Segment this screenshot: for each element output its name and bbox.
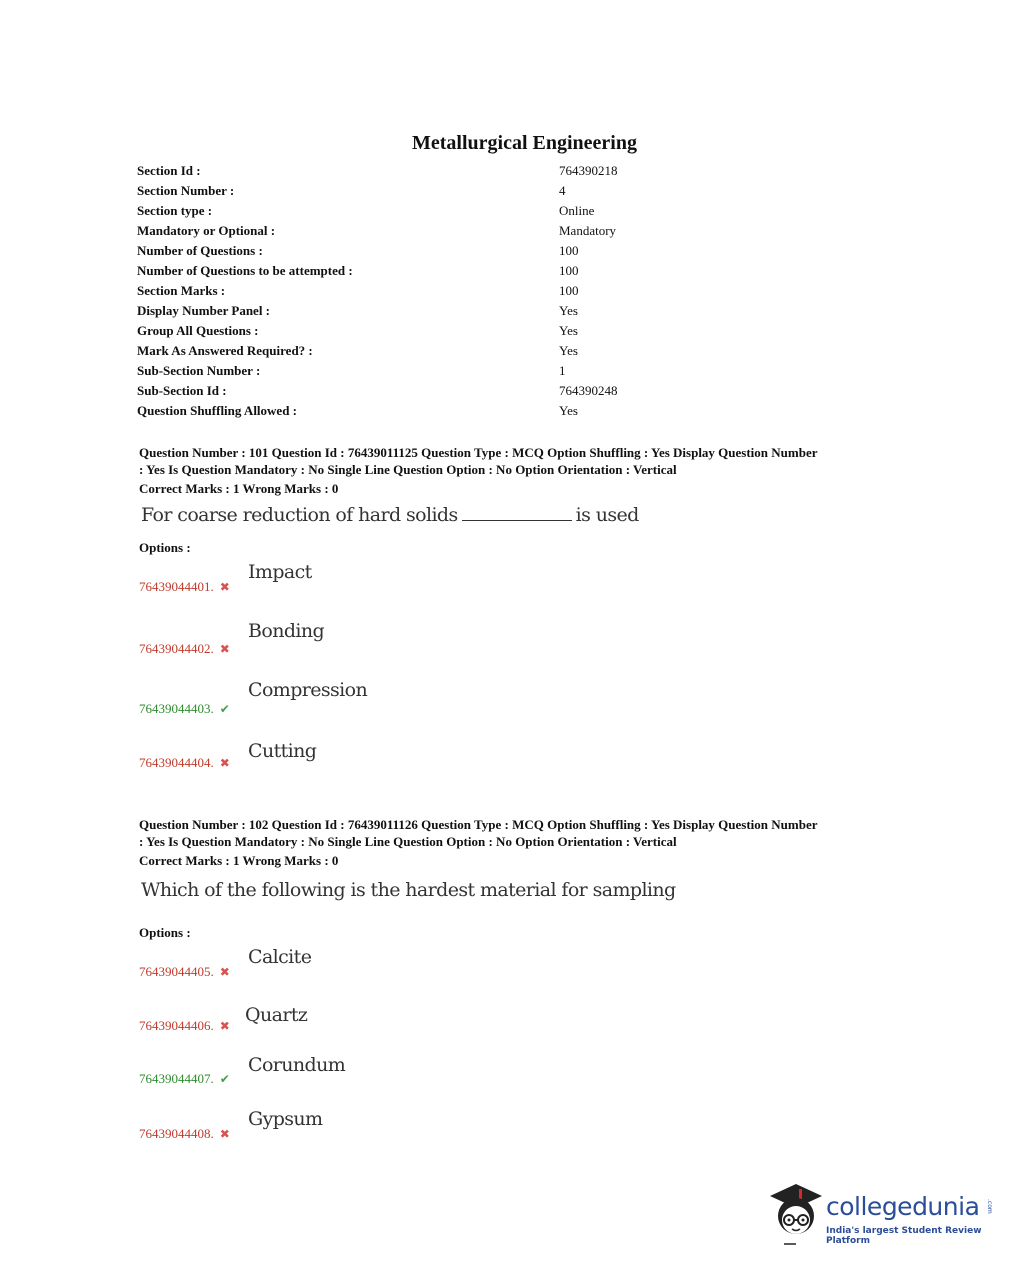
option-number: 76439044404.	[139, 755, 214, 770]
option-text: Compression	[248, 679, 368, 701]
option-number: 76439044403.	[139, 701, 214, 716]
info-row-display-panel	[137, 303, 837, 323]
option-number: 76439044406.	[139, 1018, 214, 1033]
cross-icon: ✖	[219, 756, 230, 770]
question-meta	[139, 817, 909, 870]
cross-icon: ✖	[219, 1019, 230, 1033]
info-label: Question Shuffling Allowed :	[137, 403, 298, 418]
info-label: Display Number Panel :	[137, 303, 271, 318]
logo-wordmark: collegedunia	[826, 1192, 980, 1221]
option-text: Cutting	[248, 740, 317, 762]
option-id	[139, 1071, 230, 1087]
option-text: Corundum	[248, 1054, 346, 1076]
info-label: Number of Questions :	[137, 243, 263, 258]
question-meta-line: : Yes Is Question Mandatory : No Single Line Question Option : No Option Orientation : Vertical	[139, 833, 677, 849]
logo-tagline: India's largest Student Review Platform	[826, 1226, 982, 1246]
option-text: Bonding	[248, 620, 325, 642]
info-label: Group All Questions :	[137, 323, 259, 338]
info-row-section-id	[137, 163, 837, 183]
info-value: 100	[559, 263, 579, 278]
question-meta-line: : Yes Is Question Mandatory : No Single Line Question Option : No Option Orientation : Vertical	[139, 461, 677, 477]
info-value: 1	[559, 363, 566, 378]
page-title: Metallurgical Engineering	[412, 132, 637, 154]
question-meta	[139, 445, 909, 498]
info-label: Sub-Section Id :	[137, 383, 227, 398]
info-value: Yes	[559, 303, 578, 318]
option-id	[139, 1126, 230, 1142]
option-number: 76439044402.	[139, 641, 214, 656]
info-value: 100	[559, 283, 579, 298]
question-text	[141, 504, 639, 526]
option-id	[139, 1018, 230, 1034]
option-id	[139, 579, 230, 595]
info-label: Sub-Section Number :	[137, 363, 261, 378]
cross-icon: ✖	[219, 965, 230, 979]
question-text-before: For coarse reduction of hard solids	[141, 504, 458, 526]
question-meta-line: Question Number : 102 Question Id : 76439011126 Question Type : MCQ Option Shuffling : Yes Display Question Number	[139, 817, 818, 832]
option-text: Impact	[248, 561, 312, 583]
option-id	[139, 641, 230, 657]
info-value: 764390248	[559, 383, 618, 398]
info-value: Yes	[559, 343, 578, 358]
info-row-section-type	[137, 203, 837, 223]
question-meta-line: Question Number : 101 Question Id : 76439011125 Question Type : MCQ Option Shuffling : Yes Display Question Number	[139, 445, 818, 460]
info-row-subsection-id	[137, 383, 837, 403]
option-number: 76439044407.	[139, 1071, 214, 1086]
info-value: Online	[559, 203, 595, 218]
info-row-mark-answered	[137, 343, 837, 363]
info-row-shuffling	[137, 403, 837, 423]
cross-icon: ✖	[219, 1127, 230, 1141]
info-label: Mark As Answered Required? :	[137, 343, 313, 358]
option-text: Gypsum	[248, 1108, 323, 1130]
question-marks-line: Correct Marks : 1 Wrong Marks : 0	[139, 853, 339, 868]
info-value: 4	[559, 183, 566, 198]
info-label: Section type :	[137, 203, 213, 218]
info-row-num-attempted	[137, 263, 837, 283]
info-value: Yes	[559, 403, 578, 418]
info-row-mandatory	[137, 223, 837, 243]
info-label: Number of Questions to be attempted :	[137, 263, 353, 278]
info-label: Mandatory or Optional :	[137, 223, 276, 238]
info-label: Section Number :	[137, 183, 235, 198]
option-id	[139, 755, 230, 771]
question-text-after: is used	[575, 504, 639, 526]
options-label: Options :	[139, 925, 191, 940]
options-label: Options :	[139, 540, 191, 555]
option-number: 76439044405.	[139, 964, 214, 979]
logo-suffix: .com	[986, 1199, 993, 1214]
option-number: 76439044401.	[139, 579, 214, 594]
info-row-subsection-number	[137, 363, 837, 383]
info-label: Section Marks :	[137, 283, 226, 298]
info-row-section-number	[137, 183, 837, 203]
info-value: Yes	[559, 323, 578, 338]
answer-blank	[462, 506, 572, 521]
info-value: 100	[559, 243, 579, 258]
cross-icon: ✖	[219, 642, 230, 656]
option-id	[139, 701, 230, 717]
info-row-group-questions	[137, 323, 837, 343]
option-id	[139, 964, 230, 980]
question-marks-line: Correct Marks : 1 Wrong Marks : 0	[139, 481, 339, 496]
check-icon: ✔	[219, 1072, 230, 1086]
info-row-section-marks	[137, 283, 837, 303]
check-icon: ✔	[219, 702, 230, 716]
cross-icon: ✖	[219, 580, 230, 594]
question-text: Which of the following is the hardest material for sampling	[141, 879, 676, 901]
info-value: Mandatory	[559, 223, 617, 238]
info-label: Section Id :	[137, 163, 201, 178]
info-value: 764390218	[559, 163, 618, 178]
info-row-num-questions	[137, 243, 837, 263]
option-number: 76439044408.	[139, 1126, 214, 1141]
option-text: Quartz	[245, 1004, 308, 1026]
option-text: Calcite	[248, 946, 312, 968]
